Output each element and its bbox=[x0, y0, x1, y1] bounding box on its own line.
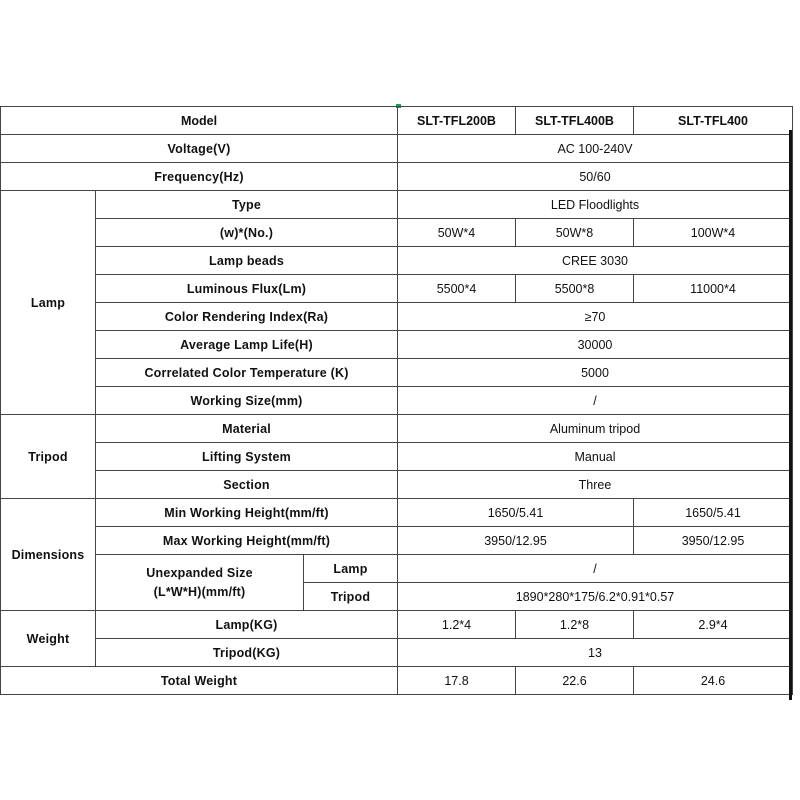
lamp-cri-label: Color Rendering Index(Ra) bbox=[96, 303, 398, 331]
weight-group-label: Weight bbox=[1, 611, 96, 667]
lamp-life-value: 30000 bbox=[398, 331, 793, 359]
table-row-lamp-flux bbox=[1, 275, 793, 303]
lamp-flux-1: 5500*4 bbox=[398, 275, 516, 303]
table-row-lamp-life bbox=[1, 331, 793, 359]
max-height-value-1: 3950/12.95 bbox=[398, 527, 634, 555]
lamp-cct-label: Correlated Color Temperature (K) bbox=[96, 359, 398, 387]
tripod-section-label: Section bbox=[96, 471, 398, 499]
lamp-type-value: LED Floodlights bbox=[398, 191, 793, 219]
weight-lamp-2: 1.2*8 bbox=[516, 611, 634, 639]
lamp-working-size-value: / bbox=[398, 387, 793, 415]
min-height-value-1: 1650/5.41 bbox=[398, 499, 634, 527]
min-height-label: Min Working Height(mm/ft) bbox=[96, 499, 398, 527]
frequency-label: Frequency(Hz) bbox=[1, 163, 398, 191]
lamp-group-label: Lamp bbox=[1, 191, 96, 415]
table-row-total-weight bbox=[1, 667, 793, 695]
table-row-tripod-material bbox=[1, 415, 793, 443]
lamp-power-label: (w)*(No.) bbox=[96, 219, 398, 247]
table-row-lamp-cct bbox=[1, 359, 793, 387]
model-1: SLT-TFL200B bbox=[398, 107, 516, 135]
total-weight-2: 22.6 bbox=[516, 667, 634, 695]
table-row-max-height bbox=[1, 527, 793, 555]
dimensions-group-label: Dimensions bbox=[1, 499, 96, 611]
lamp-beads-label: Lamp beads bbox=[96, 247, 398, 275]
lamp-flux-3: 11000*4 bbox=[634, 275, 793, 303]
table-row-model bbox=[1, 107, 793, 135]
unexpanded-tripod-label: Tripod bbox=[304, 583, 398, 611]
lamp-beads-value: CREE 3030 bbox=[398, 247, 793, 275]
tripod-group-label: Tripod bbox=[1, 415, 96, 499]
table-row-lamp-cri bbox=[1, 303, 793, 331]
table-row-tripod-lifting bbox=[1, 443, 793, 471]
model-label: Model bbox=[1, 107, 398, 135]
unexpanded-size-label-line1: Unexpanded Size bbox=[146, 565, 253, 580]
weight-lamp-1: 1.2*4 bbox=[398, 611, 516, 639]
max-height-value-2: 3950/12.95 bbox=[634, 527, 793, 555]
voltage-label: Voltage(V) bbox=[1, 135, 398, 163]
table-row-tripod-section bbox=[1, 471, 793, 499]
frequency-value: 50/60 bbox=[398, 163, 793, 191]
unexpanded-lamp-label: Lamp bbox=[304, 555, 398, 583]
table-row-voltage bbox=[1, 135, 793, 163]
unexpanded-size-label-line2: (L*W*H)(mm/ft) bbox=[153, 584, 246, 599]
tripod-lifting-value: Manual bbox=[398, 443, 793, 471]
total-weight-label: Total Weight bbox=[1, 667, 398, 695]
unexpanded-size-label bbox=[96, 555, 304, 611]
table-row-lamp-power bbox=[1, 219, 793, 247]
total-weight-3: 24.6 bbox=[634, 667, 793, 695]
lamp-power-1: 50W*4 bbox=[398, 219, 516, 247]
table-right-edge bbox=[789, 130, 792, 700]
voltage-value: AC 100-240V bbox=[398, 135, 793, 163]
tripod-material-value: Aluminum tripod bbox=[398, 415, 793, 443]
lamp-power-3: 100W*4 bbox=[634, 219, 793, 247]
table-row-min-height bbox=[1, 499, 793, 527]
table-row-unexpanded-lamp bbox=[1, 555, 793, 583]
model-2: SLT-TFL400B bbox=[516, 107, 634, 135]
lamp-cri-value: ≥70 bbox=[398, 303, 793, 331]
weight-lamp-3: 2.9*4 bbox=[634, 611, 793, 639]
model-3: SLT-TFL400 bbox=[634, 107, 793, 135]
lamp-flux-label: Luminous Flux(Lm) bbox=[96, 275, 398, 303]
tripod-lifting-label: Lifting System bbox=[96, 443, 398, 471]
table-row-weight-tripod bbox=[1, 639, 793, 667]
table-row-weight-lamp bbox=[1, 611, 793, 639]
lamp-power-2: 50W*8 bbox=[516, 219, 634, 247]
unexpanded-lamp-value: / bbox=[398, 555, 793, 583]
lamp-life-label: Average Lamp Life(H) bbox=[96, 331, 398, 359]
min-height-value-2: 1650/5.41 bbox=[634, 499, 793, 527]
lamp-cct-value: 5000 bbox=[398, 359, 793, 387]
tripod-material-label: Material bbox=[96, 415, 398, 443]
weight-tripod-value: 13 bbox=[398, 639, 793, 667]
tripod-section-value: Three bbox=[398, 471, 793, 499]
weight-lamp-label: Lamp(KG) bbox=[96, 611, 398, 639]
max-height-label: Max Working Height(mm/ft) bbox=[96, 527, 398, 555]
unexpanded-tripod-value: 1890*280*175/6.2*0.91*0.57 bbox=[398, 583, 793, 611]
table-row-lamp-working-size bbox=[1, 387, 793, 415]
table-row-lamp-beads bbox=[1, 247, 793, 275]
lamp-flux-2: 5500*8 bbox=[516, 275, 634, 303]
weight-tripod-label: Tripod(KG) bbox=[96, 639, 398, 667]
lamp-working-size-label: Working Size(mm) bbox=[96, 387, 398, 415]
spec-table bbox=[0, 106, 793, 695]
table-row-lamp-type bbox=[1, 191, 793, 219]
table-row-frequency bbox=[1, 163, 793, 191]
lamp-type-label: Type bbox=[96, 191, 398, 219]
total-weight-1: 17.8 bbox=[398, 667, 516, 695]
